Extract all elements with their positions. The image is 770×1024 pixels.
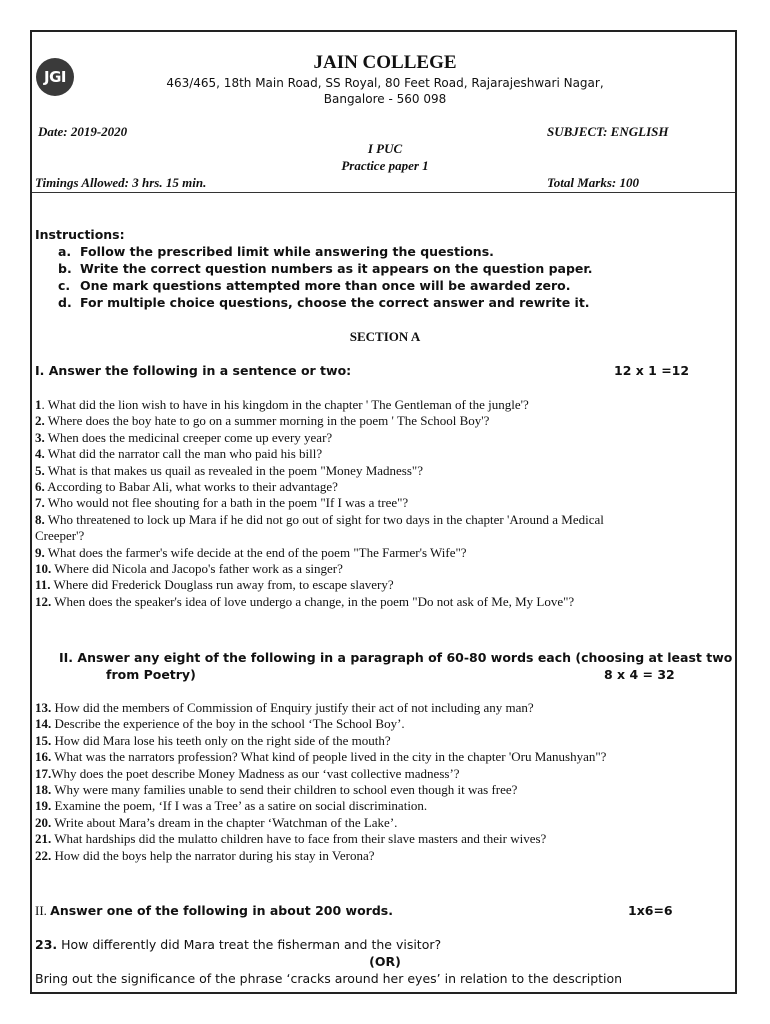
exam-date: Date: 2019-2020	[38, 124, 128, 139]
question-item: 15. How did Mara lose his teeth only on the right side of the mouth?	[35, 732, 391, 748]
question-item: 21. What hardships did the mulatto children have to face from their slave masters and their wives?	[35, 831, 547, 847]
paper-title: Practice paper 1	[341, 158, 429, 173]
question-item: 11. Where did Frederick Douglass run away from, to escape slavery?	[35, 577, 394, 593]
college-name: JAIN COLLEGE	[313, 52, 457, 73]
question-text: How differently did Mara treat the fisherman and the visitor?	[57, 937, 442, 952]
part2-questions	[35, 700, 645, 864]
or-separator: (OR)	[369, 954, 401, 969]
timings: Timings Allowed: 3 hrs. 15 min.	[35, 175, 207, 190]
instruction-item: a. Follow the prescribed limit while answering the questions.	[58, 244, 494, 259]
question-item: 4. What did the narrator call the man who paid his bill?	[35, 446, 323, 462]
question-number: 23.	[35, 937, 58, 952]
part2-heading-line1: II. Answer any eight of the following in a paragraph of 60-80 words each (choosing at least two	[59, 650, 733, 665]
question-item: 10. Where did Nicola and Jacopo's father work as a singer?	[35, 561, 343, 577]
class-name: I PUC	[367, 141, 403, 156]
part3-heading-row	[35, 903, 393, 919]
part1-heading: I. Answer the following in a sentence or two:	[35, 363, 352, 378]
question-item: 5. What is that makes us quail as revealed in the poem "Money Madness"?	[35, 462, 424, 478]
part3-marks: 1x6=6	[628, 903, 673, 918]
instructions-list	[58, 243, 593, 311]
question-item: 16. What was the narrators profession? What kind of people lived in the city in the chapter 'Oru Manushyan"?	[35, 749, 607, 765]
instruction-item: d. For multiple choice questions, choose the correct answer and rewrite it.	[58, 295, 590, 310]
part3-heading: Answer one of the following in about 200 words.	[50, 903, 393, 918]
question-item: 19. Examine the poem, ‘If I was a Tree’ as a satire on social discrimination.	[35, 798, 428, 814]
question-item: 9. What does the farmer's wife decide at the end of the poem "The Farmer's Wife"?	[35, 544, 467, 560]
question-item: 12. When does the speaker's idea of love undergo a change, in the poem "Do not ask of Me, My Love"?	[35, 593, 575, 609]
college-logo: JGI	[36, 58, 74, 96]
exam-subject: SUBJECT: ENGLISH	[547, 124, 669, 139]
instructions-title: Instructions:	[35, 227, 125, 242]
part2-heading-line2: from Poetry)	[106, 667, 196, 682]
question-item: 1. What did the lion wish to have in his kingdom in the chapter ' The Gentleman of the jungle'?	[35, 397, 529, 412]
question-23-alternative: Bring out the significance of the phrase ‘cracks around her eyes’ in relation to the description	[35, 971, 623, 986]
question-item: 13. How did the members of Commission of Enquiry justify their act of not including any man?	[35, 700, 534, 715]
header-divider	[32, 192, 735, 193]
question-item: 3. When does the medicinal creeper come up every year?	[35, 429, 333, 445]
question-item: 14. Describe the experience of the boy in the school ‘The School Boy’.	[35, 716, 405, 732]
section-a-title: SECTION A	[349, 329, 421, 344]
instruction-item: c. One mark questions attempted more than once will be awarded zero.	[58, 278, 571, 293]
question-item: 2. Where does the boy hate to go on a summer morning in the poem ' The School Boy'?	[35, 413, 490, 429]
question-item: 6. According to Babar Ali, what works to their advantage?	[35, 479, 338, 495]
question-item: 20. Write about Mara’s dream in the chapter ‘Watchman of the Lake’.	[35, 814, 398, 830]
part3-numeral: II.	[35, 903, 47, 918]
total-marks: Total Marks: 100	[547, 175, 639, 190]
question-23	[35, 937, 441, 952]
part1-questions	[35, 397, 645, 610]
address-line-1: 463/465, 18th Main Road, SS Royal, 80 Feet Road, Rajarajeshwari Nagar,	[166, 76, 604, 90]
question-item: 18. Why were many families unable to send their children to school even though it was free?	[35, 782, 518, 798]
part2-marks: 8 x 4 = 32	[604, 667, 675, 682]
question-item: 22. How did the boys help the narrator during his stay in Verona?	[35, 847, 375, 863]
address-line-2: Bangalore - 560 098	[323, 92, 447, 106]
question-item: 8. Who threatened to lock up Mara if he did not go out of sight for two days in the chapter 'Around a Medical Creeper'?	[35, 511, 604, 544]
part1-marks: 12 x 1 =12	[614, 363, 690, 378]
question-item: 17.Why does the poet describe Money Madness as our ‘vast collective madness’?	[35, 765, 460, 781]
question-item: 7. Who would not flee shouting for a bath in the poem "If I was a tree"?	[35, 495, 409, 511]
instruction-item: b. Write the correct question numbers as it appears on the question paper.	[58, 261, 593, 276]
